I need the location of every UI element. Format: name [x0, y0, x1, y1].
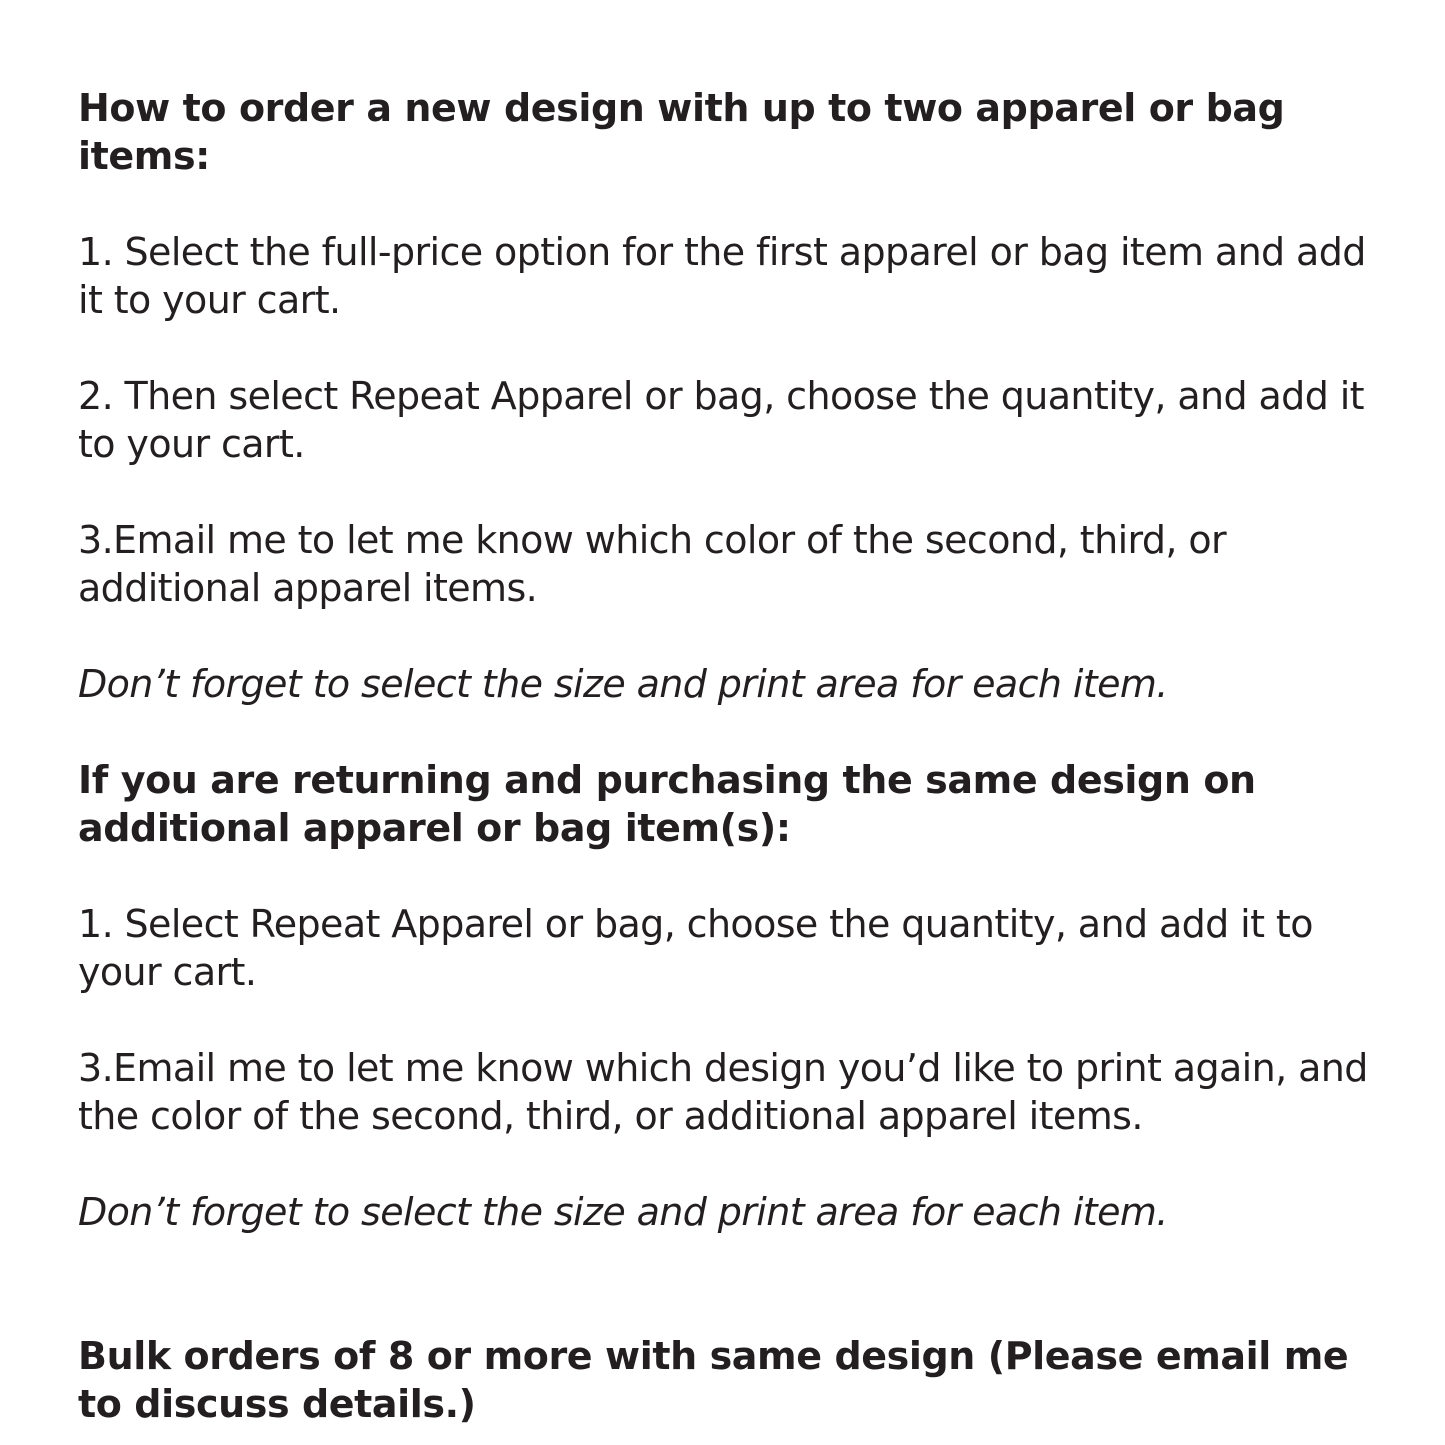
new-design-step-1: 1. Select the full-price option for the first apparel or bag item and add it to your cart.	[78, 230, 1366, 322]
returning-step-3: 3.Email me to let me know which design you’d like to print again, and the color of the second, third, or additional apparel items.	[78, 1046, 1368, 1138]
returning-step-1: 1. Select Repeat Apparel or bag, choose the quantity, and add it to your cart.	[78, 902, 1313, 994]
new-design-note: Don’t forget to select the size and print area for each item.	[78, 662, 1168, 706]
new-design-step-2: 2. Then select Repeat Apparel or bag, choose the quantity, and add it to your cart.	[78, 374, 1364, 466]
new-design-heading: How to order a new design with up to two apparel or bag items:	[78, 86, 1285, 178]
bulk-orders-heading: Bulk orders of 8 or more with same design (Please email me to discuss details.)	[78, 1334, 1349, 1426]
returning-note: Don’t forget to select the size and print area for each item.	[78, 1190, 1168, 1234]
new-design-step-3: 3.Email me to let me know which color of the second, third, or additional apparel items.	[78, 518, 1227, 610]
returning-heading: If you are returning and purchasing the same design on additional apparel or bag item(s):	[78, 758, 1256, 850]
order-instructions	[78, 84, 1398, 1428]
